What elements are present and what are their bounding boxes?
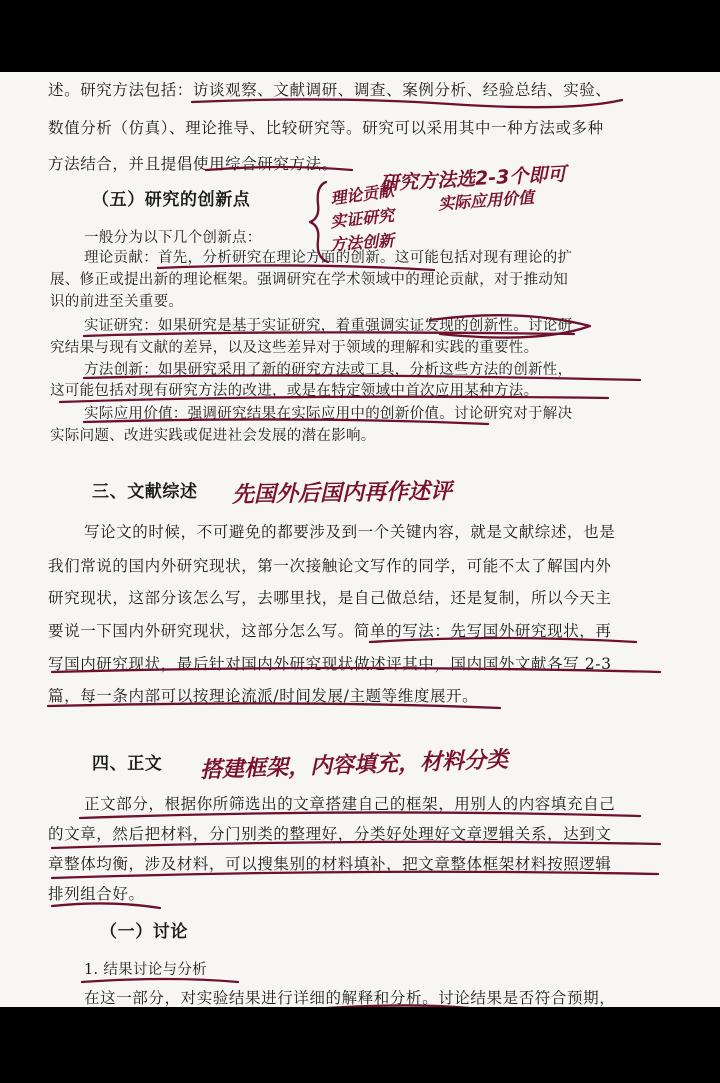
ink-underline — [60, 397, 608, 402]
document-page — [0, 72, 720, 1007]
text-line: 数值分析（仿真）、理论推导、比较研究等。研究可以采用其中一种方法或多种 — [48, 119, 604, 137]
handwritten-brace-item: 实证研究 — [329, 205, 395, 232]
ink-underline — [52, 668, 660, 672]
ink-underline — [52, 903, 160, 908]
text-line: 要说一下国内外研究现状，这部分怎么写。简单的写法：先写国外研究现状，再 — [48, 622, 612, 640]
handwritten-methods-note: 研究方法选2-3个即可 — [379, 163, 567, 195]
text-line: 正文部分，根据你所筛选出的文章搭建自己的框架，用别人的内容填充自己 — [84, 795, 616, 813]
ink-brace — [310, 182, 328, 262]
text-line: 在这一部分，对实验结果进行详细的解释和分析。讨论结果是否符合预期， — [84, 989, 616, 1007]
text-line: 的文章，然后把材料，分门别类的整理好，分类好处理好文章逻辑关系，达到文 — [48, 825, 612, 843]
ink-underline — [158, 265, 434, 270]
text-line: 述。研究方法包括：访谈观察、文献调研、调查、案例分析、经验总结、实验、 — [48, 81, 612, 99]
text-line: 方法创新：如果研究采用了新的研究方法或工具，分析这些方法的创新性， — [84, 362, 573, 378]
section-heading-innovation: （五）研究的创新点 — [92, 190, 251, 210]
text-line: 写国内研究现状，最后针对国内外研究现状做述评其中，国内国外文献各写 2-3 — [48, 655, 612, 673]
handwritten-practical-value: 实际应用价值 — [437, 187, 535, 214]
section-heading-discussion: （一）讨论 — [100, 922, 188, 942]
ink-underline — [52, 872, 658, 878]
text-line: 章整体均衡，涉及材料，可以搜集别的材料填补，把文章整体框架材料按照逻辑 — [48, 855, 612, 873]
ink-underline — [84, 332, 574, 336]
text-line: 一般分为以下几个创新点： — [84, 230, 262, 246]
text-line: 我们常说的国内外研究现状，第一次接触论文写作的同学，可能不太了解国内外 — [48, 557, 612, 575]
ink-underline — [206, 167, 352, 170]
handwritten-literature-note: 先国外后国内再作述评 — [231, 479, 453, 508]
ink-underline — [82, 979, 238, 982]
section-heading-literature: 三、文献综述 — [92, 482, 198, 502]
text-line: 这可能包括对现有研究方法的改进，或是在特定领域中首次应用某种方法。 — [50, 383, 539, 399]
text-line: 写论文的时候，不可避免的都要涉及到一个关键内容，就是文献综述，也是 — [84, 523, 616, 541]
ink-underline — [192, 99, 622, 107]
subheading-results: 1. 结果讨论与分析 — [84, 962, 207, 978]
ink-underline — [84, 419, 488, 424]
text-line: 实证研究：如果研究是基于实证研究，着重强调实证发现的创新性。讨论研 — [84, 318, 573, 334]
handwritten-brace-item: 方法创新 — [329, 230, 395, 255]
handwritten-main-text-note: 搭建框架，内容填充，材料分类 — [199, 747, 509, 784]
text-line: 实际问题、改进实践或促进社会发展的潜在影响。 — [50, 428, 376, 444]
ink-underline — [80, 812, 640, 818]
ink-underline — [370, 638, 636, 642]
text-line: 排列组合好。 — [48, 885, 145, 903]
text-line: 实际应用价值：强调研究结果在实际应用中的创新价值。讨论研究对于解决 — [84, 406, 573, 422]
text-line: 篇，每一条内部可以按理论流派/时间发展/主题等维度展开。 — [48, 687, 479, 705]
text-line: 理论贡献：首先，分析研究在理论方面的创新。这可能包括对现有理论的扩 — [84, 250, 573, 266]
ink-underline — [52, 842, 660, 848]
ink-underline — [84, 375, 640, 380]
section-heading-main-text: 四、正文 — [92, 754, 163, 774]
handwritten-brace-item: 理论贡献 — [329, 180, 396, 209]
text-line: 究结果与现有文献的差异，以及这些差异对于领域的理解和实践的重要性。 — [50, 340, 539, 356]
text-line: 识的前进至关重要。 — [50, 294, 184, 310]
text-line: 展、修正或提出新的理论框架。强调研究在学术领域中的理论贡献，对于推动知 — [50, 272, 568, 288]
ink-underline — [300, 1005, 470, 1007]
text-line: 研究现状，这部分该怎么写，去哪里找，是自己做总结，还是复制，所以今天主 — [48, 589, 612, 607]
text-line: 方法结合，并且提倡使用综合研究方法。 — [48, 155, 338, 173]
ink-underline — [48, 703, 500, 708]
ink-underlines — [0, 72, 720, 1007]
